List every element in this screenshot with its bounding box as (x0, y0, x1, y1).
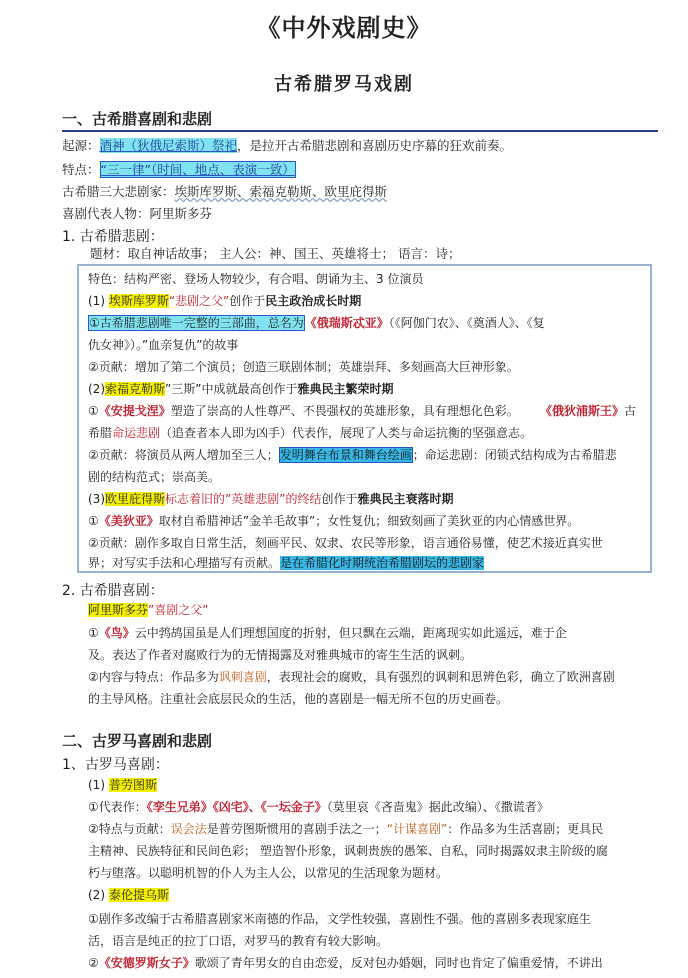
terence-name: 泰伦提乌斯 (109, 888, 170, 902)
andria-desc: 歌颂了青年男女的自由恋爱，反对包办婚姻，同时也肯定了偏重爱情，不讲出 (194, 956, 603, 970)
sophocles-line (88, 380, 393, 397)
item-number: (2) (88, 382, 105, 396)
andria-line (88, 954, 603, 971)
tragedy-subject: 题材：取自神话故事； 主人公：神、国王、英雄将士； 语言：诗； (90, 246, 461, 261)
aeschylus-work-rest: （《阿伽门农》、《奠酒人》、《复 (388, 316, 545, 330)
euripides-contribution-2 (88, 554, 484, 571)
item-number: (2) (88, 888, 105, 902)
oedipus-tail: 古 (624, 404, 637, 418)
item-number: ② (88, 956, 99, 970)
euripides-title: 标志着旧的”英雄悲剧”的终结 (165, 492, 322, 506)
scheme-comedy: “计谋喜剧” (386, 822, 448, 836)
item-number: (1) (88, 294, 109, 308)
aeschylus-period: 民主政治成长时期 (265, 294, 362, 308)
plautus-work-titles: 《孪生兄弟》《凶宅》、《一坛金子》 (146, 800, 327, 814)
plautus-line (88, 776, 157, 793)
contrib-rest: ；命运悲剧：闭锁式结构成为古希腊悲 (412, 448, 617, 462)
item-number: ① (88, 626, 99, 640)
fate-tragedy: 命运悲剧 (112, 426, 161, 440)
contrib-rest: ，表现社会的腐败，具有强烈的讽刺和思辨色彩，确立了欧洲喜剧 (266, 670, 615, 684)
aristophanes-line (88, 601, 208, 618)
comedy-contribution-2: 的主导风格。注重社会底层民众的生活，他的喜剧是一幅无所不包的历史画卷。 (88, 692, 509, 706)
section-heading-1: 一、古希腊喜剧和悲剧 (62, 110, 213, 128)
misunderstanding-method: 误会法 (170, 822, 207, 836)
heading-underline (62, 130, 658, 132)
contrib-pre: ②内容与特点：作品多为 (88, 670, 219, 684)
contrib-text: 界；对写实手法和心理描写有贡献。 (88, 556, 281, 570)
feature-label: 特点： (62, 162, 100, 177)
contrib-highlight: 是在希腊化时期统治希腊剧坛的悲剧家 (280, 556, 485, 570)
oedipus-title: 《俄狄浦斯王》 (540, 404, 625, 418)
item-number: ① (88, 514, 99, 528)
plautus-features-3: 朽与堕落。以聪明机智的仆人为主人公，以常见的生活现象为题材。 (88, 866, 449, 880)
item-number: ① (88, 404, 99, 418)
origin-label: 起源： (62, 138, 100, 153)
sophocles-work-line (88, 402, 519, 419)
plautus-works (88, 798, 549, 815)
plautus-features-2: 主精神、民族特征和民间色彩； 塑造智仆形象，讽刺贵族的愚笨、自私，同时揭露奴隶主阶级的腐 (88, 844, 608, 858)
plautus-features (88, 820, 603, 837)
document-title: 《中外戏剧史》 (256, 13, 432, 42)
comedy-rep-line: 喜剧代表人物：阿里斯多芬 (62, 206, 213, 221)
euripides-period: 雅典民主衰落时期 (357, 492, 454, 506)
antigone-desc: 塑造了崇高的人性尊严、不畏强权的英雄形象，具有理想化色彩。 (170, 404, 519, 418)
contrib-pre: ②贡献：将演员从两人增加至三人； (88, 448, 279, 462)
contrib-highlight: 发明舞台布景和舞台绘画 (279, 448, 412, 462)
comedy-heading: 2. 古希腊喜剧： (62, 583, 164, 599)
medea-line (88, 512, 579, 529)
origin-highlight: 酒神（狄俄尼索斯）祭祀 (99, 138, 238, 153)
birds-title: 《鸟》 (98, 626, 135, 640)
plautus-name: 普劳图斯 (109, 778, 158, 792)
works-rest: （莫里哀《吝啬鬼》据此改编）、《撒谎者》 (326, 800, 549, 814)
birds-line (88, 624, 567, 641)
sophocles-mid: ”三斯”中成就最高创作于 (165, 382, 298, 396)
item-number: (3) (88, 492, 105, 506)
aeschylus-work-line (88, 314, 545, 331)
aeschylus-line (88, 292, 361, 309)
feature-line (62, 160, 296, 178)
terence-desc-2: 活，语言是纯正的拉丁口语，对罗马的教育有较大影响。 (88, 934, 389, 948)
item-number: (1) (88, 778, 105, 792)
oedipus-pre: 希腊 (88, 426, 113, 440)
aristophanes-title: ”喜剧之父” (148, 603, 209, 617)
sophocles-period: 雅典民主繁荣时期 (297, 382, 394, 396)
feat-pre: ②特点与贡献： (88, 822, 171, 836)
section-title: 古希腊罗马戏剧 (274, 74, 414, 95)
box-feature: 特色：结构严密、登场人物较少，有合唱、朗诵为主、3 位演员 (88, 272, 424, 286)
works-label: ①代表作： (88, 800, 147, 814)
origin-text: ，是拉开古希腊悲剧和喜剧历史序幕的狂欢前奏。 (237, 138, 513, 153)
aeschylus-work-highlight: ①古希腊悲剧唯一完整的三部曲，总名为 (89, 316, 304, 330)
birds-desc: 云中鹁鸪国虽是人们理想国度的折射，但只飘在云端，距离现实如此遥远，难于企 (134, 626, 567, 640)
antigone-title: 《安提戈涅》 (98, 404, 171, 418)
oresteia-title: 《俄瑞斯忒亚》 (304, 316, 389, 330)
aeschylus-name: 埃斯库罗斯 (108, 294, 169, 308)
medea-title: 《美狄亚》 (98, 514, 159, 528)
oedipus-desc: （追查者本人即为凶手）代表作，展现了人类与命运抗衡的坚强意志。 (160, 426, 533, 440)
birds-line-2: 及。表达了作者对腐败行为的无情揭露及对雅典城市的寄生生活的讽刺。 (88, 648, 473, 662)
medea-desc: 取材自希腊神话”金羊毛故事”；女性复仇；细致刻画了美狄亚的内心情感世界。 (158, 514, 580, 528)
sophocles-name: 索福克勒斯 (105, 382, 166, 396)
roman-comedy-heading: 1、古罗马喜剧： (62, 757, 169, 773)
sophocles-contribution-2: 剧的结构范式；崇高美。 (88, 470, 221, 484)
feat-rest: ：作品多为生活喜剧；更具民 (447, 822, 604, 836)
comedy-contribution (88, 668, 615, 685)
tragedy-heading: 1. 古希腊悲剧： (62, 229, 164, 245)
andria-title: 《安德罗斯女子》 (98, 956, 195, 970)
aeschylus-work-line-2: 仇女神》）。”血亲复仇”的故事 (88, 338, 239, 352)
tragedians-label: 古希腊三大悲剧家： (62, 184, 175, 199)
oedipus-line (540, 402, 636, 419)
euripides-mid: 创作于 (321, 492, 358, 506)
tragedians-names: 埃斯库罗斯、索福克勒斯、欧里庇得斯 (174, 184, 388, 199)
aeschylus-mid: 创作于 (229, 294, 266, 308)
feat-mid: 是普劳图斯惯用的喜剧手法之一； (206, 822, 387, 836)
section-heading-2: 二、古罗马喜剧和悲剧 (62, 732, 213, 750)
terence-line (88, 886, 169, 903)
origin-line (62, 136, 512, 154)
satire-comedy: 讽刺喜剧 (218, 670, 267, 684)
terence-desc: ①剧作多改编于古希腊喜剧家米南德的作品，文学性较强，喜剧性不强。他的喜剧多表现家庭生 (88, 912, 591, 926)
euripides-name: 欧里庇得斯 (105, 492, 166, 506)
euripides-contribution: ②贡献：剧作多取自日常生活，刻画平民、奴隶、农民等形象，语言通俗易懂，使艺术接近真实世 (88, 536, 603, 550)
sophocles-work-line-2 (88, 424, 532, 441)
sophocles-contribution (88, 446, 617, 463)
aeschylus-title: “悲剧之父” (168, 294, 230, 308)
aristophanes-name: 阿里斯多芬 (88, 603, 149, 617)
tragedians-line (62, 182, 387, 200)
feature-highlight: “三一律”（时间、地点、表演一致） (100, 162, 295, 177)
aeschylus-contribution: ②贡献：增加了第二个演员；创造三联剧体制；英雄崇拜、多刻画高大巨神形象。 (88, 360, 519, 374)
euripides-line (88, 490, 453, 507)
